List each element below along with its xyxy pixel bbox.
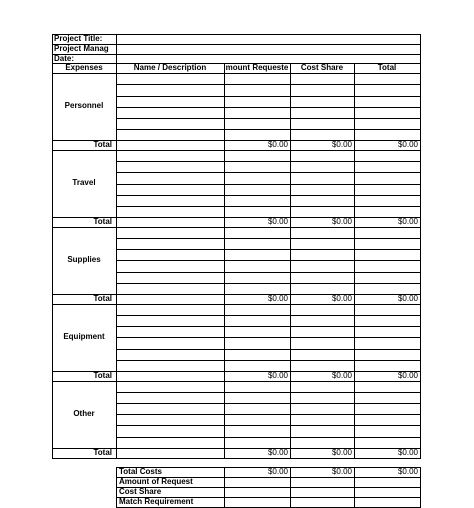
grid-line [116, 283, 421, 284]
summary-label: Amount of Request [119, 476, 193, 486]
section-total-cost-share: $0.00 [331, 370, 352, 380]
section-label-travel: Travel [72, 178, 96, 188]
grid-line [116, 217, 117, 227]
grid-line [354, 140, 355, 150]
section-total-total: $0.00 [397, 370, 418, 380]
grid-line [116, 184, 421, 185]
grid-line [116, 425, 421, 426]
section-total-total: $0.00 [397, 447, 418, 457]
grid-line [116, 437, 421, 438]
section-total-label: Total [93, 293, 112, 303]
summary-cost-share [290, 497, 354, 507]
grid-line [290, 294, 291, 304]
grid-line [290, 381, 291, 448]
grid-line [224, 227, 225, 294]
section-total-cost-share: $0.00 [331, 217, 352, 226]
grid-line [116, 403, 421, 404]
grid-line [224, 294, 225, 304]
section-total-label: Total [93, 447, 112, 457]
grid-line [420, 34, 421, 458]
grid-line [116, 84, 421, 85]
section-total-amount: $0.00 [267, 217, 288, 226]
grid-line [116, 326, 421, 327]
grid-line [224, 381, 225, 448]
summary-amount [224, 487, 290, 497]
grid-line [116, 96, 421, 97]
summary-total [354, 477, 420, 487]
grid-line [224, 304, 225, 371]
section-total-label: Total [93, 370, 112, 380]
header-project-manager-label: Project Manag [54, 43, 109, 53]
col-amount-requested-header: mount Requeste [225, 63, 289, 73]
section-total-total: $0.00 [397, 140, 418, 150]
col-name-description-header: Name / Description [133, 63, 207, 73]
grid-line [52, 34, 53, 458]
grid-line [354, 467, 355, 507]
grid-line [354, 294, 355, 304]
grid-line [354, 63, 355, 73]
section-label-personnel: Personnel [64, 101, 104, 111]
summary-total [354, 487, 420, 497]
grid-line [116, 249, 421, 250]
grid-line [224, 217, 225, 227]
grid-line [420, 467, 421, 507]
grid-line [354, 73, 355, 140]
header-project-title-label: Project Title: [54, 34, 103, 43]
grid-line [116, 260, 421, 261]
grid-line [224, 140, 225, 150]
grid-line [354, 227, 355, 294]
grid-line [354, 150, 355, 217]
grid-line [224, 371, 225, 381]
grid-line [116, 392, 421, 393]
summary-cost-share [290, 487, 354, 497]
summary-label: Cost Share [119, 486, 162, 496]
grid-line [116, 371, 117, 381]
summary-amount [224, 497, 290, 507]
grid-line [116, 34, 117, 63]
section-label-other: Other [73, 408, 95, 418]
section-label-equipment: Equipment [63, 331, 105, 341]
summary-label: Total Costs [119, 466, 162, 476]
grid-line [354, 381, 355, 448]
grid-line [52, 458, 421, 459]
grid-line [116, 315, 421, 316]
grid-line [116, 140, 117, 150]
section-total-cost-share: $0.00 [331, 140, 352, 150]
budget-sheet [52, 34, 420, 506]
grid-line [290, 63, 291, 73]
summary-total [354, 497, 420, 507]
section-total-total: $0.00 [397, 293, 418, 303]
section-total-cost-share: $0.00 [331, 447, 352, 457]
section-label-supplies: Supplies [67, 255, 101, 264]
grid-line [224, 448, 225, 458]
grid-line [224, 73, 225, 140]
section-total-label: Total [93, 140, 112, 150]
grid-line [116, 272, 421, 273]
grid-line [354, 448, 355, 458]
grid-line [290, 371, 291, 381]
grid-line [290, 140, 291, 150]
grid-line [290, 227, 291, 294]
section-total-amount: $0.00 [267, 370, 288, 380]
grid-line [116, 227, 117, 294]
grid-line [116, 304, 117, 371]
grid-line [354, 304, 355, 371]
summary-label: Match Requirement [119, 496, 194, 506]
grid-line [290, 467, 291, 507]
grid-line [116, 172, 421, 173]
grid-line [116, 129, 421, 130]
grid-line [224, 467, 225, 507]
section-total-amount: $0.00 [267, 447, 288, 457]
grid-line [290, 448, 291, 458]
section-total-label: Total [93, 217, 112, 226]
section-total-amount: $0.00 [267, 293, 288, 303]
grid-line [116, 360, 421, 361]
col-total-header: Total [377, 63, 397, 73]
grid-line [354, 217, 355, 227]
grid-line [116, 161, 421, 162]
summary-amount: $0.00 [267, 466, 288, 476]
section-total-total: $0.00 [397, 217, 418, 226]
grid-line [116, 381, 117, 448]
grid-line [116, 238, 421, 239]
grid-line [116, 448, 117, 458]
grid-line [290, 150, 291, 217]
col-expenses-header: Expenses [65, 63, 103, 73]
section-total-cost-share: $0.00 [331, 293, 352, 303]
grid-line [116, 150, 117, 217]
grid-line [116, 107, 421, 108]
summary-cost-share [290, 477, 354, 487]
grid-line [290, 304, 291, 371]
grid-line [116, 195, 421, 196]
grid-line [116, 414, 421, 415]
grid-line [224, 63, 225, 73]
col-cost-share-header: Cost Share [300, 63, 344, 73]
grid-line [116, 337, 421, 338]
summary-cost-share: $0.00 [331, 466, 352, 476]
grid-line [116, 63, 117, 73]
grid-line [116, 206, 421, 207]
grid-line [116, 349, 421, 350]
summary-total: $0.00 [397, 466, 418, 476]
grid-line [290, 73, 291, 140]
grid-line [116, 467, 117, 507]
grid-line [116, 118, 421, 119]
grid-line [290, 217, 291, 227]
grid-line [224, 150, 225, 217]
section-total-amount: $0.00 [267, 140, 288, 150]
grid-line [116, 73, 117, 140]
grid-line [116, 294, 117, 304]
grid-line [354, 371, 355, 381]
header-date-label: Date: [54, 53, 75, 63]
summary-amount [224, 477, 290, 487]
